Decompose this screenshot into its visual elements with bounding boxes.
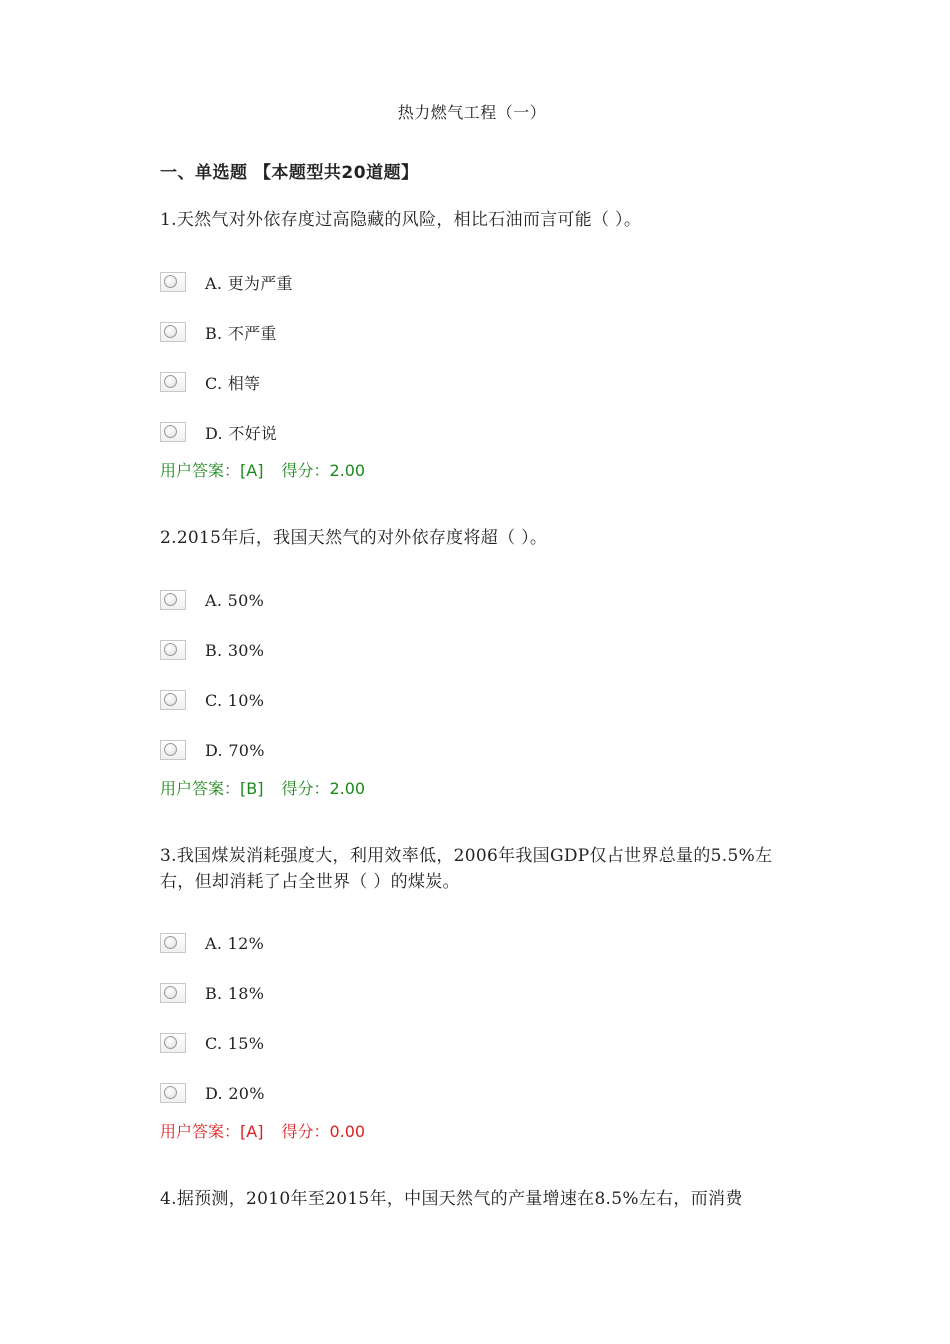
radio-button-icon[interactable] (160, 740, 186, 760)
option-label: B. 30% (205, 640, 265, 660)
radio-button-icon[interactable] (160, 640, 186, 660)
option-label: B. 不严重 (205, 323, 277, 343)
radio-button-icon[interactable] (160, 372, 186, 392)
question-1-option-b[interactable] (160, 320, 277, 344)
user-answer: 用户答案：[A] (160, 461, 264, 480)
question-3-option-d[interactable] (160, 1081, 265, 1105)
option-label: D. 20% (205, 1083, 265, 1103)
radio-button-icon[interactable] (160, 322, 186, 342)
question-1-result (160, 458, 365, 481)
radio-button-icon[interactable] (160, 690, 186, 710)
question-3-text: 3.我国煤炭消耗强度大，利用效率低，2006年我国GDP仅占世界总量的5.5%左右，但却消耗了占全世界（ ）的煤炭。 (160, 846, 773, 892)
radio-button-icon[interactable] (160, 1033, 186, 1053)
question-2-option-d[interactable] (160, 738, 265, 762)
question-2-option-c[interactable] (160, 688, 264, 712)
question-4-text: 4.据预测，2010年至2015年，中国天然气的产量增速在8.5%左右，而消费 (160, 1189, 743, 1209)
document-title: 热力燃气工程（一） (397, 103, 547, 122)
question-1-option-c[interactable] (160, 370, 260, 394)
score: 得分：0.00 (281, 1122, 366, 1141)
radio-button-icon[interactable] (160, 590, 186, 610)
section-title: 一、单选题 【本题型共20道题】 (160, 163, 419, 183)
option-label: C. 15% (205, 1033, 265, 1053)
option-label: D. 不好说 (205, 423, 278, 443)
radio-button-icon[interactable] (160, 1083, 186, 1103)
score: 得分：2.00 (281, 461, 366, 480)
question-3-option-a[interactable] (160, 931, 264, 955)
option-label: C. 10% (205, 690, 265, 710)
question-3-result (160, 1119, 365, 1142)
question-1-text: 1.天然气对外依存度过高隐藏的风险，相比石油而言可能（ ）。 (160, 210, 642, 230)
option-label: D. 70% (205, 740, 265, 760)
radio-button-icon[interactable] (160, 422, 186, 442)
question-2-option-a[interactable] (160, 588, 264, 612)
question-2-option-b[interactable] (160, 638, 264, 662)
radio-button-icon[interactable] (160, 933, 186, 953)
radio-button-icon[interactable] (160, 272, 186, 292)
option-label: C. 相等 (205, 373, 261, 393)
question-3-option-c[interactable] (160, 1031, 264, 1055)
question-1-option-d[interactable] (160, 420, 277, 444)
option-label: B. 18% (205, 983, 265, 1003)
option-label: A. 更为严重 (205, 273, 293, 293)
option-label: A. 12% (205, 933, 265, 953)
user-answer: 用户答案：[B] (160, 779, 264, 798)
question-3-option-b[interactable] (160, 981, 264, 1005)
question-1-option-a[interactable] (160, 270, 293, 294)
option-label: A. 50% (205, 590, 265, 610)
score: 得分：2.00 (281, 779, 366, 798)
user-answer: 用户答案：[A] (160, 1122, 264, 1141)
radio-button-icon[interactable] (160, 983, 186, 1003)
question-2-result (160, 776, 365, 799)
question-2-text: 2.2015年后，我国天然气的对外依存度将超（ ）。 (160, 528, 548, 548)
